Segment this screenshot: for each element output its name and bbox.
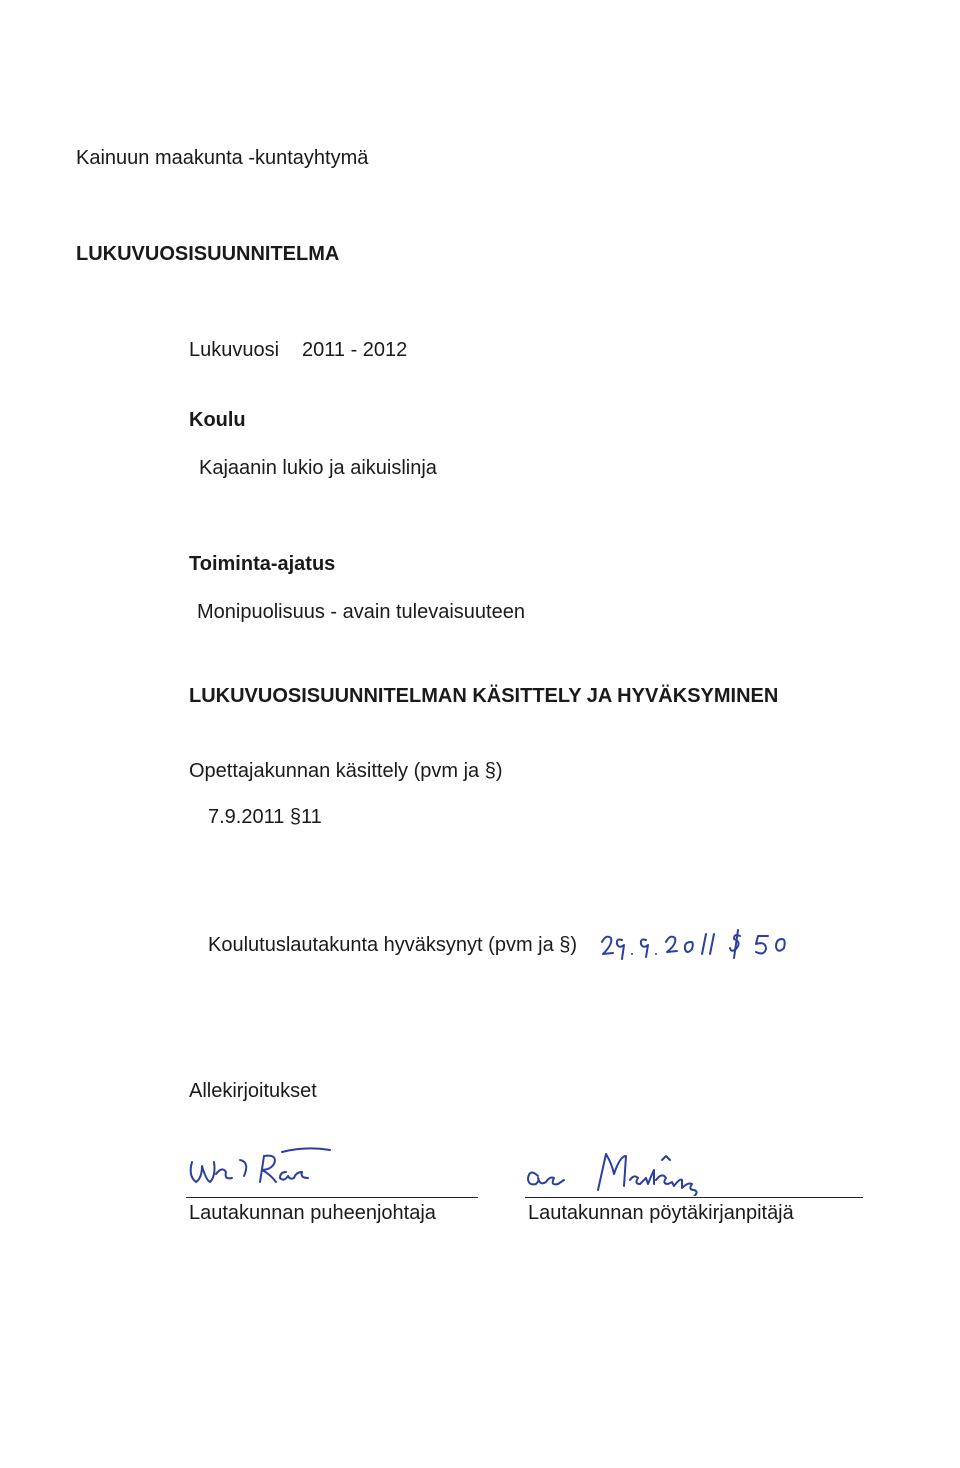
board-approval-label: Koulutuslautakunta hyväksynyt (pvm ja §) xyxy=(208,934,578,956)
signature-line-left xyxy=(186,1197,478,1198)
mission-value: Monipuolisuus - avain tulevaisuuteen xyxy=(197,601,525,623)
teachers-processing-label: Opettajakunnan käsittely (pvm ja §) xyxy=(189,760,503,782)
approval-heading: LUKUVUOSISUUNNITELMAN KÄSITTELY JA HYVÄKSYMINEN xyxy=(189,685,779,707)
teachers-processing-value: 7.9.2011 §11 xyxy=(208,806,322,828)
mission-label: Toiminta-ajatus xyxy=(189,553,336,575)
school-value: Kajaanin lukio ja aikuislinja xyxy=(199,457,437,479)
organization-name: Kainuun maakunta -kuntayhtymä xyxy=(76,147,369,169)
chairperson-signature xyxy=(186,1146,336,1192)
document-title: LUKUVUOSISUUNNITELMA xyxy=(76,243,340,265)
school-year-label: Lukuvuosi xyxy=(189,339,280,361)
chairperson-role: Lautakunnan puheenjohtaja xyxy=(189,1202,436,1224)
signature-line-right xyxy=(525,1197,863,1198)
signatures-heading: Allekirjoitukset xyxy=(189,1080,317,1102)
handwritten-approval-date xyxy=(596,922,796,962)
secretary-signature xyxy=(522,1150,702,1196)
school-year-value: 2011 - 2012 xyxy=(302,339,408,361)
secretary-role: Lautakunnan pöytäkirjanpitäjä xyxy=(528,1202,794,1224)
school-label: Koulu xyxy=(189,409,246,431)
